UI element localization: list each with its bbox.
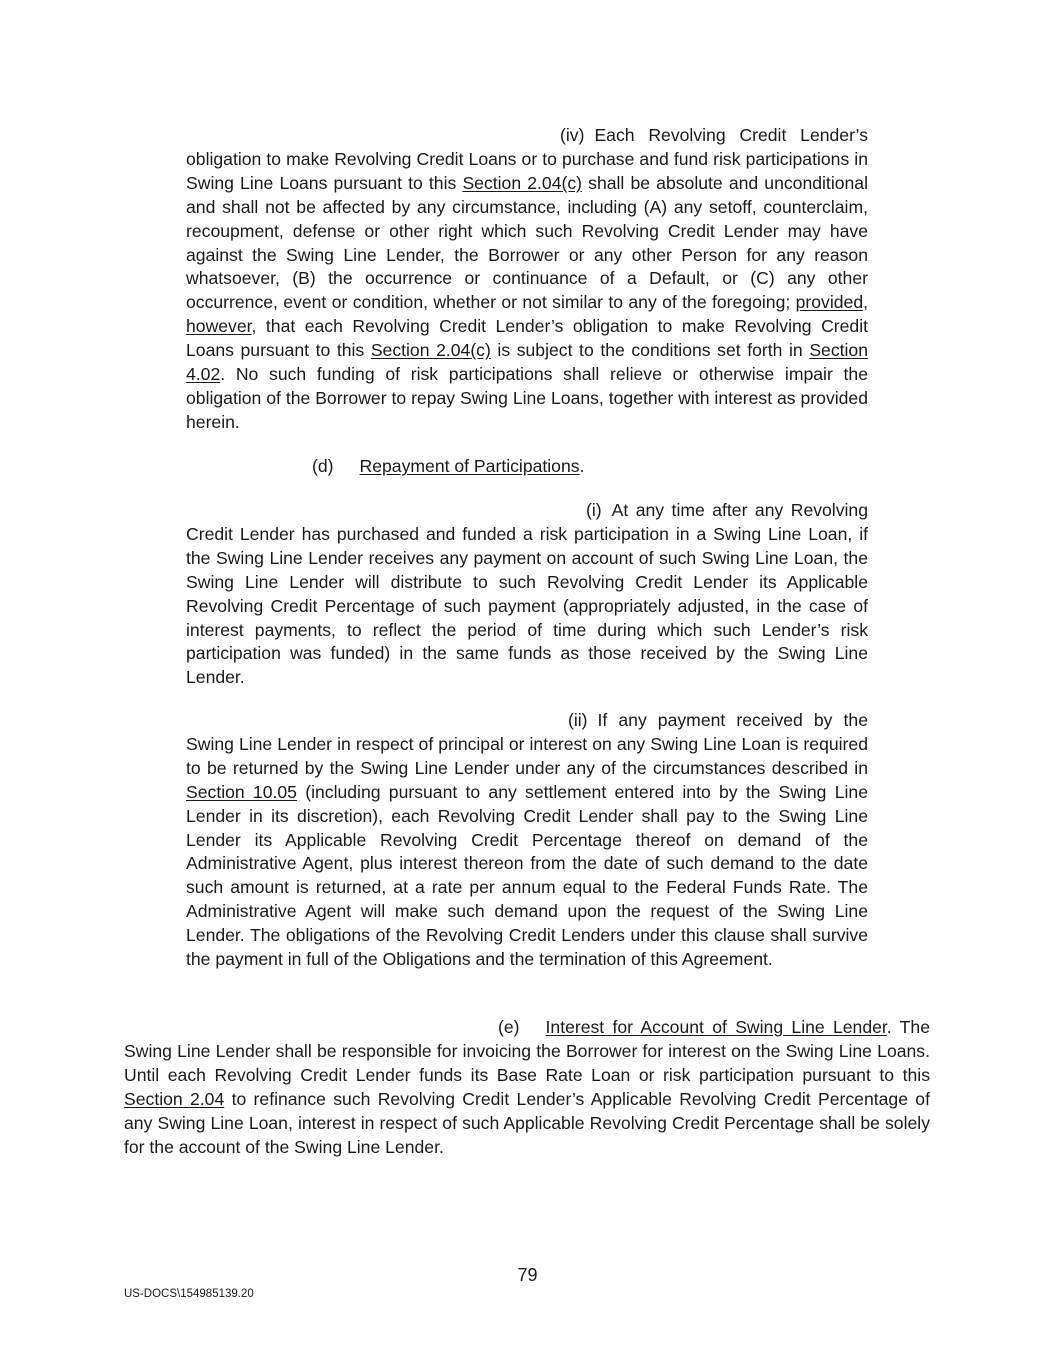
paragraph-iv-text-3: , that each Revolving Credit Lender’s obligation to make Revolving Credit Loans pursuant to this	[186, 316, 868, 361]
clause-label-e: (e)	[498, 1017, 520, 1037]
paragraph-iv-text-4: is subject to the conditions set forth in	[490, 340, 810, 361]
provided-term: provided	[795, 292, 864, 313]
clause-label-d: (d)	[312, 456, 334, 476]
section-reference: Section 10.05	[186, 781, 297, 802]
section-reference: Section 4.02	[186, 340, 868, 385]
clause-label-ii: (ii)	[568, 710, 588, 730]
paragraph-ii	[186, 709, 868, 972]
paragraph-e-text-2: to refinance such Revolving Credit Lender’s Applicable Revolving Credit Percentage of any Swing Line Loan, interest in respect of such Applicable Revolving Credit Percentage shall be solely for the account of the Swing Line Lender.	[124, 1088, 930, 1157]
paragraph-iv-comma: ,	[863, 292, 868, 313]
paragraph-i-text: At any time after any Revolving Credit Lender has purchased and funded a risk participation in a Swing Line Loan, if the Swing Line Lender receives any payment on account of such Swing Line Loan, the Swing Line Lender will distribute to such Revolving Credit Lender its Applicable Revolving Credit Percentage of such payment (appropriately adjusted, in the case of interest payments, to reflect the period of time during which such Lender’s risk participation was funded) in the same funds as those received by the Swing Line Lender.	[186, 500, 868, 688]
document-id: US-DOCS\154985139.20	[124, 1288, 254, 1300]
paragraph-e-text-1: . The Swing Line Lender shall be responsible for invoicing the Borrower for interest on the Swing Line Loans. Until each Revolving Credit Lender funds its Base Rate Loan or risk participation pursuant to this	[124, 1017, 930, 1085]
paragraph-iv	[186, 124, 868, 435]
paragraph-ii-text-1: If any payment received by the Swing Line Lender in respect of principal or interest on any Swing Line Loan is required to be returned by the Swing Line Lender under any of the circumstances described in	[186, 710, 868, 778]
section-reference: Section 2.04	[124, 1088, 225, 1109]
paragraph-iv-text-5: . No such funding of risk participations shall relieve or otherwise impair the obligation of the Borrower to repay Swing Line Loans, together with interest as provided herein.	[186, 364, 868, 432]
section-reference: Section 2.04(c)	[462, 172, 583, 193]
paragraph-iv-text-2: shall be absolute and unconditional and shall not be affected by any circumstance, including (A) any setoff, counterclaim, recoupment, defense or other right which such Revolving Credit Lender may have against the Swing Line Lender, the Borrower or any other Person for any reason whatsoever, (B) the occurrence or continuance of a Default, or (C) any other occurrence, event or condition, whether or not similar to any of the foregoing;	[186, 172, 868, 313]
clause-label-i: (i)	[586, 500, 602, 520]
paragraph-ii-text-2: (including pursuant to any settlement entered into by the Swing Line Lender in its discretion), each Revolving Credit Lender shall pay to the Swing Line Lender its Applicable Revolving Credit Percentage thereof on demand of the Administrative Agent, plus interest thereon from the date of such demand to the date such amount is returned, at a rate per annum equal to the Federal Funds Rate. The Administrative Agent will make such demand upon the request of the Swing Line Lender. The obligations of the Revolving Credit Lenders under this clause shall survive the payment in full of the Obligations and the termination of this Agreement.	[186, 781, 868, 970]
section-reference: Section 2.04(c)	[370, 340, 491, 361]
paragraph-e	[124, 1016, 930, 1159]
paragraph-i	[186, 499, 868, 690]
subsection-title-d-period: .	[579, 456, 585, 476]
paragraph-iv-text-1: Each Revolving Credit Lender’s obligation to make Revolving Credit Loans or to purchase and fund risk participations in Swing Line Loans pursuant to this	[186, 125, 868, 193]
subsection-title-e: Interest for Account of Swing Line Lender	[545, 1017, 887, 1037]
clause-label-iv: (iv)	[560, 125, 585, 145]
subsection-heading-d	[312, 455, 584, 479]
subsection-title-d: Repayment of Participations	[359, 456, 580, 476]
however-term: however	[186, 316, 252, 337]
page-number: 79	[517, 1265, 538, 1285]
